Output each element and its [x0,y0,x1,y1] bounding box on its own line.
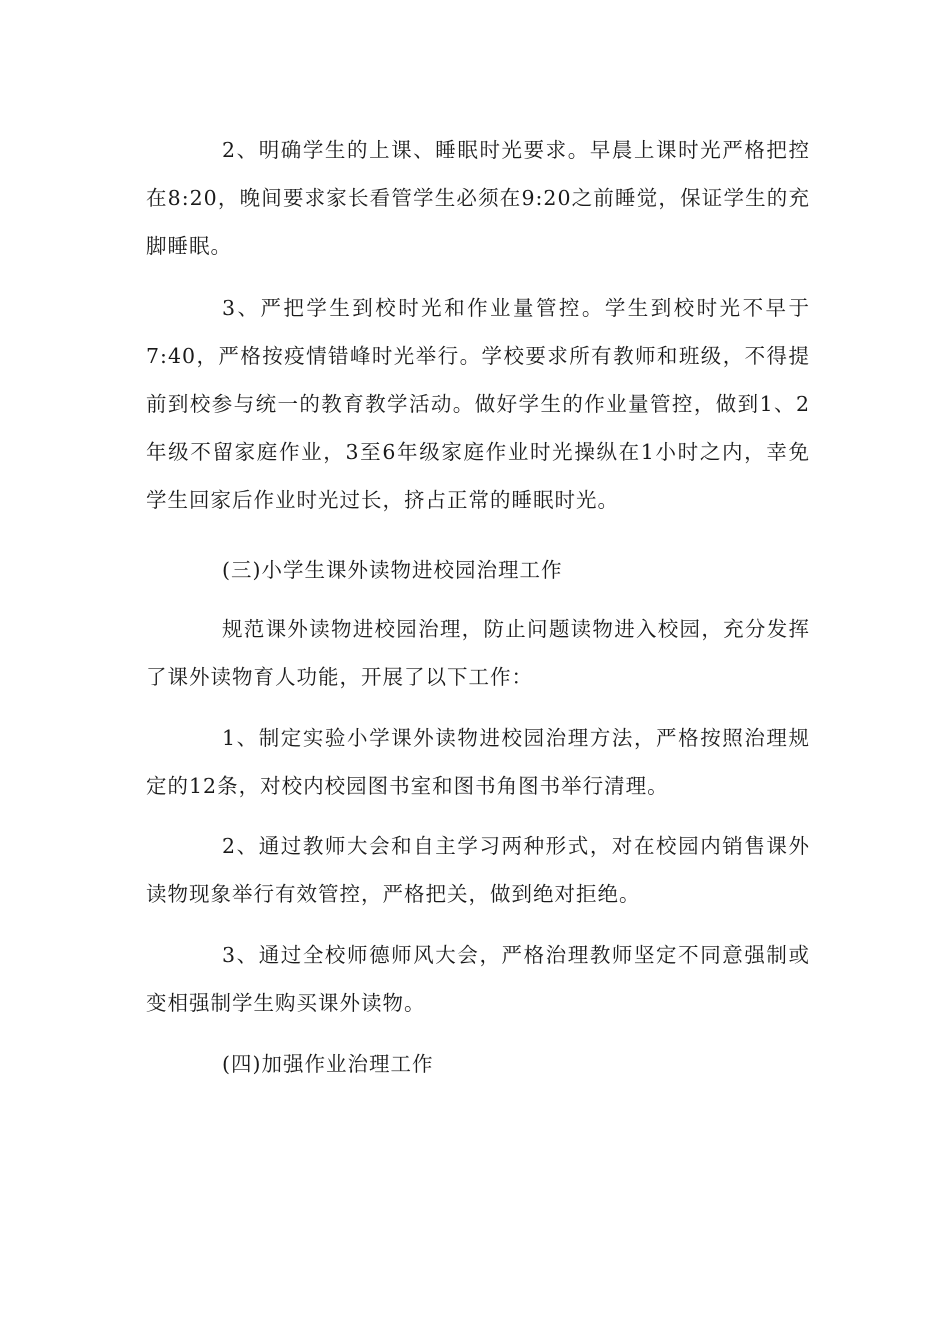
section-heading-homework-management: (四)加强作业治理工作 [222,1052,434,1076]
section-heading-extracurricular-reading: (三)小学生课外读物进校园治理工作 [222,558,563,582]
paragraph-reading-rule-1: 1、制定实验小学课外读物进校园治理方法，严格按照治理规定的12条，对校内校园图书室和图书角图书举行清理。 [146,726,810,798]
paragraph-arrival-and-homework-control: 3、严把学生到校时光和作业量管控。学生到校时光不早于7:40，严格按疫情错峰时光举行。学校要求所有教师和班级，不得提前到校参与统一的教育教学活动。做好学生的作业量管控，做到1、2年级不留家庭作业，3至6年级家庭作业时光操纵在1小时之内，幸免学生回家后作业时光过长，挤占正常的睡眠时光。 [146,296,810,512]
paragraph-reading-rule-2: 2、通过教师大会和自主学习两种形式，对在校园内销售课外读物现象举行有效管控，严格把关，做到绝对拒绝。 [146,834,810,906]
paragraph-reading-management-intro: 规范课外读物进校园治理，防止问题读物进入校园，充分发挥了课外读物育人功能，开展了以下工作： [146,617,810,689]
paragraph-sleep-time-requirements: 2、明确学生的上课、睡眠时光要求。早晨上课时光严格把控在8:20，晚间要求家长看管学生必须在9:20之前睡觉，保证学生的充脚睡眠。 [146,138,810,258]
paragraph-reading-rule-3: 3、通过全校师德师风大会，严格治理教师坚定不同意强制或变相强制学生购买课外读物。 [146,943,810,1015]
